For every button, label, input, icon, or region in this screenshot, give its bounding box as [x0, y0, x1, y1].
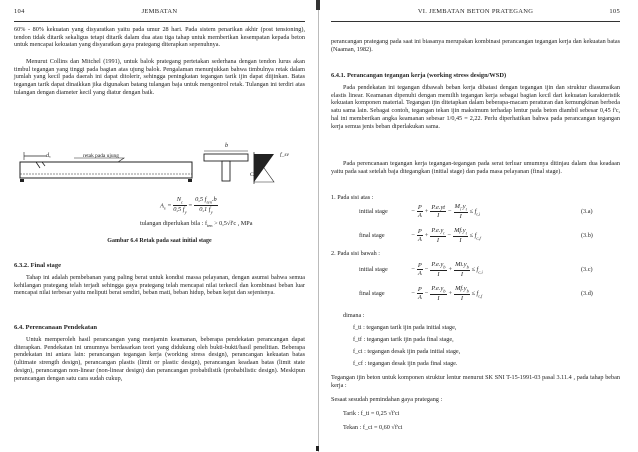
eq-3c: − $\frac{P}{A}$ − $\frac{P.e.y_b}{I}$ + $\frac{Mi.y_b}{I}$ ≤ $f_{c,i}$	[411, 261, 483, 279]
formula-as: $A_s$ = $\frac{N_c}{0,5 f_y}$ = 0,5 $f_{ten}.b$ 0,1 $f_y$	[160, 196, 217, 215]
left-running-header	[14, 8, 305, 19]
right-paragraph-5: Sesaat sesudah pemindahan gaya prategang :	[331, 396, 443, 403]
right-page	[319, 0, 638, 452]
section-heading-final-stage: 6.3.2. Final stage	[14, 262, 62, 269]
eq-3d-label: final stage	[359, 290, 385, 297]
eq-3b-label: final stage	[359, 232, 385, 239]
right-running-header	[331, 8, 620, 19]
allowable-compression: Tekan : f_ci = 0,60 √f'ci	[343, 424, 403, 431]
section-heading-wsd: 6.4.1. Perancangan tegangan kerja (working stress design/WSD)	[331, 72, 507, 79]
left-paragraph-final-stage: Tahap ini adalah pembebanan yang paling berat untuk kondisi massa pelayanan, dengan asumsi bahwa semua kehilangan prategang telah terjadi sehingga gaya prategang telah mencapai nilai terkecil dan kombinasi beban luar mencapai nilai terbesar yaitu meliputi berat sendiri, beban mati, beban hidup, beban kejut dan sejenisnya.	[14, 274, 305, 297]
dimana-label: dimana :	[343, 312, 365, 319]
right-paragraph-2: Pada pendekatan ini tegangan dibawah beban kerja dibatasi dengan tegangan ijin dan struktur diasumsikan elastis linear. Keamanan dipenuhi dengan memilih tegangan kerja sebagai bagian kecil dari kekuatan karakteristik kekuatan komponen material. Tegangan ijin ditetapkan dalam beberapa-macam peraturan dan kemungkinan berbeda satu sama lain. Sebagai contoh, tegangan tekan ijin maksimum terhadap lentur pada beton diambil sebesar 0,45 f'c, hal ini memberikan angka keamanan sebesar 1/0,45 = 2,22. Perlu diperhatikan bahwa pada perancangan tegangan kerja semua jenis beban diperlakukan sama.	[331, 84, 620, 130]
left-page-number: 104	[14, 8, 25, 15]
def-fci: f_ci : tegangan desak ijin pada initial stage,	[353, 348, 461, 355]
eq-3a-label: initial stage	[359, 208, 388, 215]
def-ftf: f_tf : tegangan tarik ijin pada final stage,	[353, 336, 454, 343]
left-paragraph-1: 60% - 80% kekuatan yang disyaratkan yaitu pada umur 28 hari. Pada sistem penarikan akhir (post tensioning), tendon tidak ditarik sekaligus tetapi ditarik dalam dua atau tiga tahap untuk memberikan kesempatan kepada beton untuk mencapai kekuatan yang disyaratkan gaya prategang diterapkan sepenuhnya.	[14, 26, 305, 49]
fig-label-crack: retak pada ujung	[83, 153, 119, 159]
eq-3b-number: (3.b)	[581, 232, 593, 239]
beam-elevation	[20, 162, 192, 178]
item-bottom-fiber: 2. Pada sisi bawah :	[331, 250, 380, 257]
def-fti: f_ti : tegangan tarik ijin pada initial stage,	[353, 324, 457, 331]
left-paragraph-perencanaan: Untuk memperoleh hasil perancangan yang menjamin keamanan, beberapa pendekatan perancangan dapat diterapkan. Pendekatan ini umumnya berdasarkan teori yang didukung oleh bukti-bukti/hasil penelitian. Beberapa pendekatan ini antara lain: perancangan tegangan kerja (working stress design), perancangan kekuatan batas (ultimate strength design), perancangan plastis (limit or plastic design), perancangan keadaan batas (limit state design), perancangan non-linear (non-linear design) dan perancangan probabilistik (probabilistic design). Meskipun perancangan dengan satu cara sudah cukup,	[14, 336, 305, 382]
left-running-head: JEMBATAN	[141, 8, 178, 15]
def-fcf: f_cf : tegangan desak ijin pada final stage.	[353, 360, 458, 367]
right-header-rule	[331, 21, 620, 22]
left-header-rule	[14, 21, 305, 22]
right-page-number: 105	[609, 8, 620, 15]
section-heading-perencanaan: 6.4. Perencanaan Pendekatan	[14, 324, 98, 331]
section-flange	[204, 154, 248, 161]
left-paragraph-2: Menurut Collins dan Mitchel (1991), untuk balok prategang pertetakan sederhana dengan tendon lurus akan timbul tegangan yang tinggi pada bagian atas ujung balok. Pengalaman menunjukkan bahwa timbulnya retak dalam jumlah yang kecil pada daerah ini dapat ditolerir, sehingga peningkatan tegangan tarik ijin dapat diijinkan. Batas tegangan tarik dapat dinaikkan jika digunakan batang tulangan baja untuk mengontrol retak. Tulangan ini terdiri atas tulangan dengan diameter kecil yang diatur dengan baik.	[14, 58, 305, 96]
eq-3a-number: (3.a)	[581, 208, 593, 215]
section-web	[222, 161, 230, 181]
figure-caption: Gambar 6.4 Retak pada saat initial stage	[107, 238, 212, 244]
fig-label-d: dₓ	[46, 152, 51, 159]
eq-3a: − $\frac{P}{A}$ + $\frac{P.e.yt}{I}$ − $\frac{M_i.y_t}{I}$ ≤ $f_{t,i}$	[411, 203, 481, 221]
crack-line	[36, 162, 40, 168]
fig-label-c: C	[250, 172, 254, 178]
eq-3c-number: (3.c)	[581, 266, 593, 273]
item-top-fiber: 1. Pada sisi atas :	[331, 194, 374, 201]
allowable-tension: Tarik : f_ti = 0,25 √f'ci	[343, 410, 400, 417]
fig-label-b: b	[225, 142, 229, 149]
eq-3d: − $\frac{P}{A}$ − $\frac{P.e.y_b}{I}$ + $\frac{Mf.y_b}{I}$ ≤ $f_{t,f}$	[411, 285, 482, 303]
right-running-head: VI. JEMBATAN BETON PRATEGANG	[417, 8, 534, 15]
eq-3b: − $\frac{P}{A}$ + $\frac{P.e.y_t}{I}$ − $\frac{Mf.y_t}{I}$ ≤ $f_{c,f}$	[411, 227, 481, 245]
right-paragraph-1: perancangan prategang pada saat ini biasanya merupakan kombinasi perancangan tegangan kerja dan kekuatan batas (Naaman, 1982).	[331, 38, 620, 53]
formula-requirement: tulangan diperlukan bila : $f_{ten} > 0,5√f'c$ , MPa	[140, 220, 253, 229]
eq-3c-label: initial stage	[359, 266, 388, 273]
right-paragraph-3: Pada perencanaan tegangan kerja tegangan-tegangan pada serat terluar umumnya ditinjau dalam dua keadaan yaitu pada saat setelah baja ditegangkan (initial stage) dan pada masa pelayanan (final stage).	[331, 160, 620, 175]
eq-3d-number: (3.d)	[581, 290, 593, 297]
fig-label-fsv: f_sv	[280, 152, 290, 158]
right-paragraph-4: Tegangan ijin beton untuk komponen struktur lentur menurut SK SNI T-15-1991-03 pasal 3.11.4 , pada tahap beban kerja :	[331, 374, 620, 389]
